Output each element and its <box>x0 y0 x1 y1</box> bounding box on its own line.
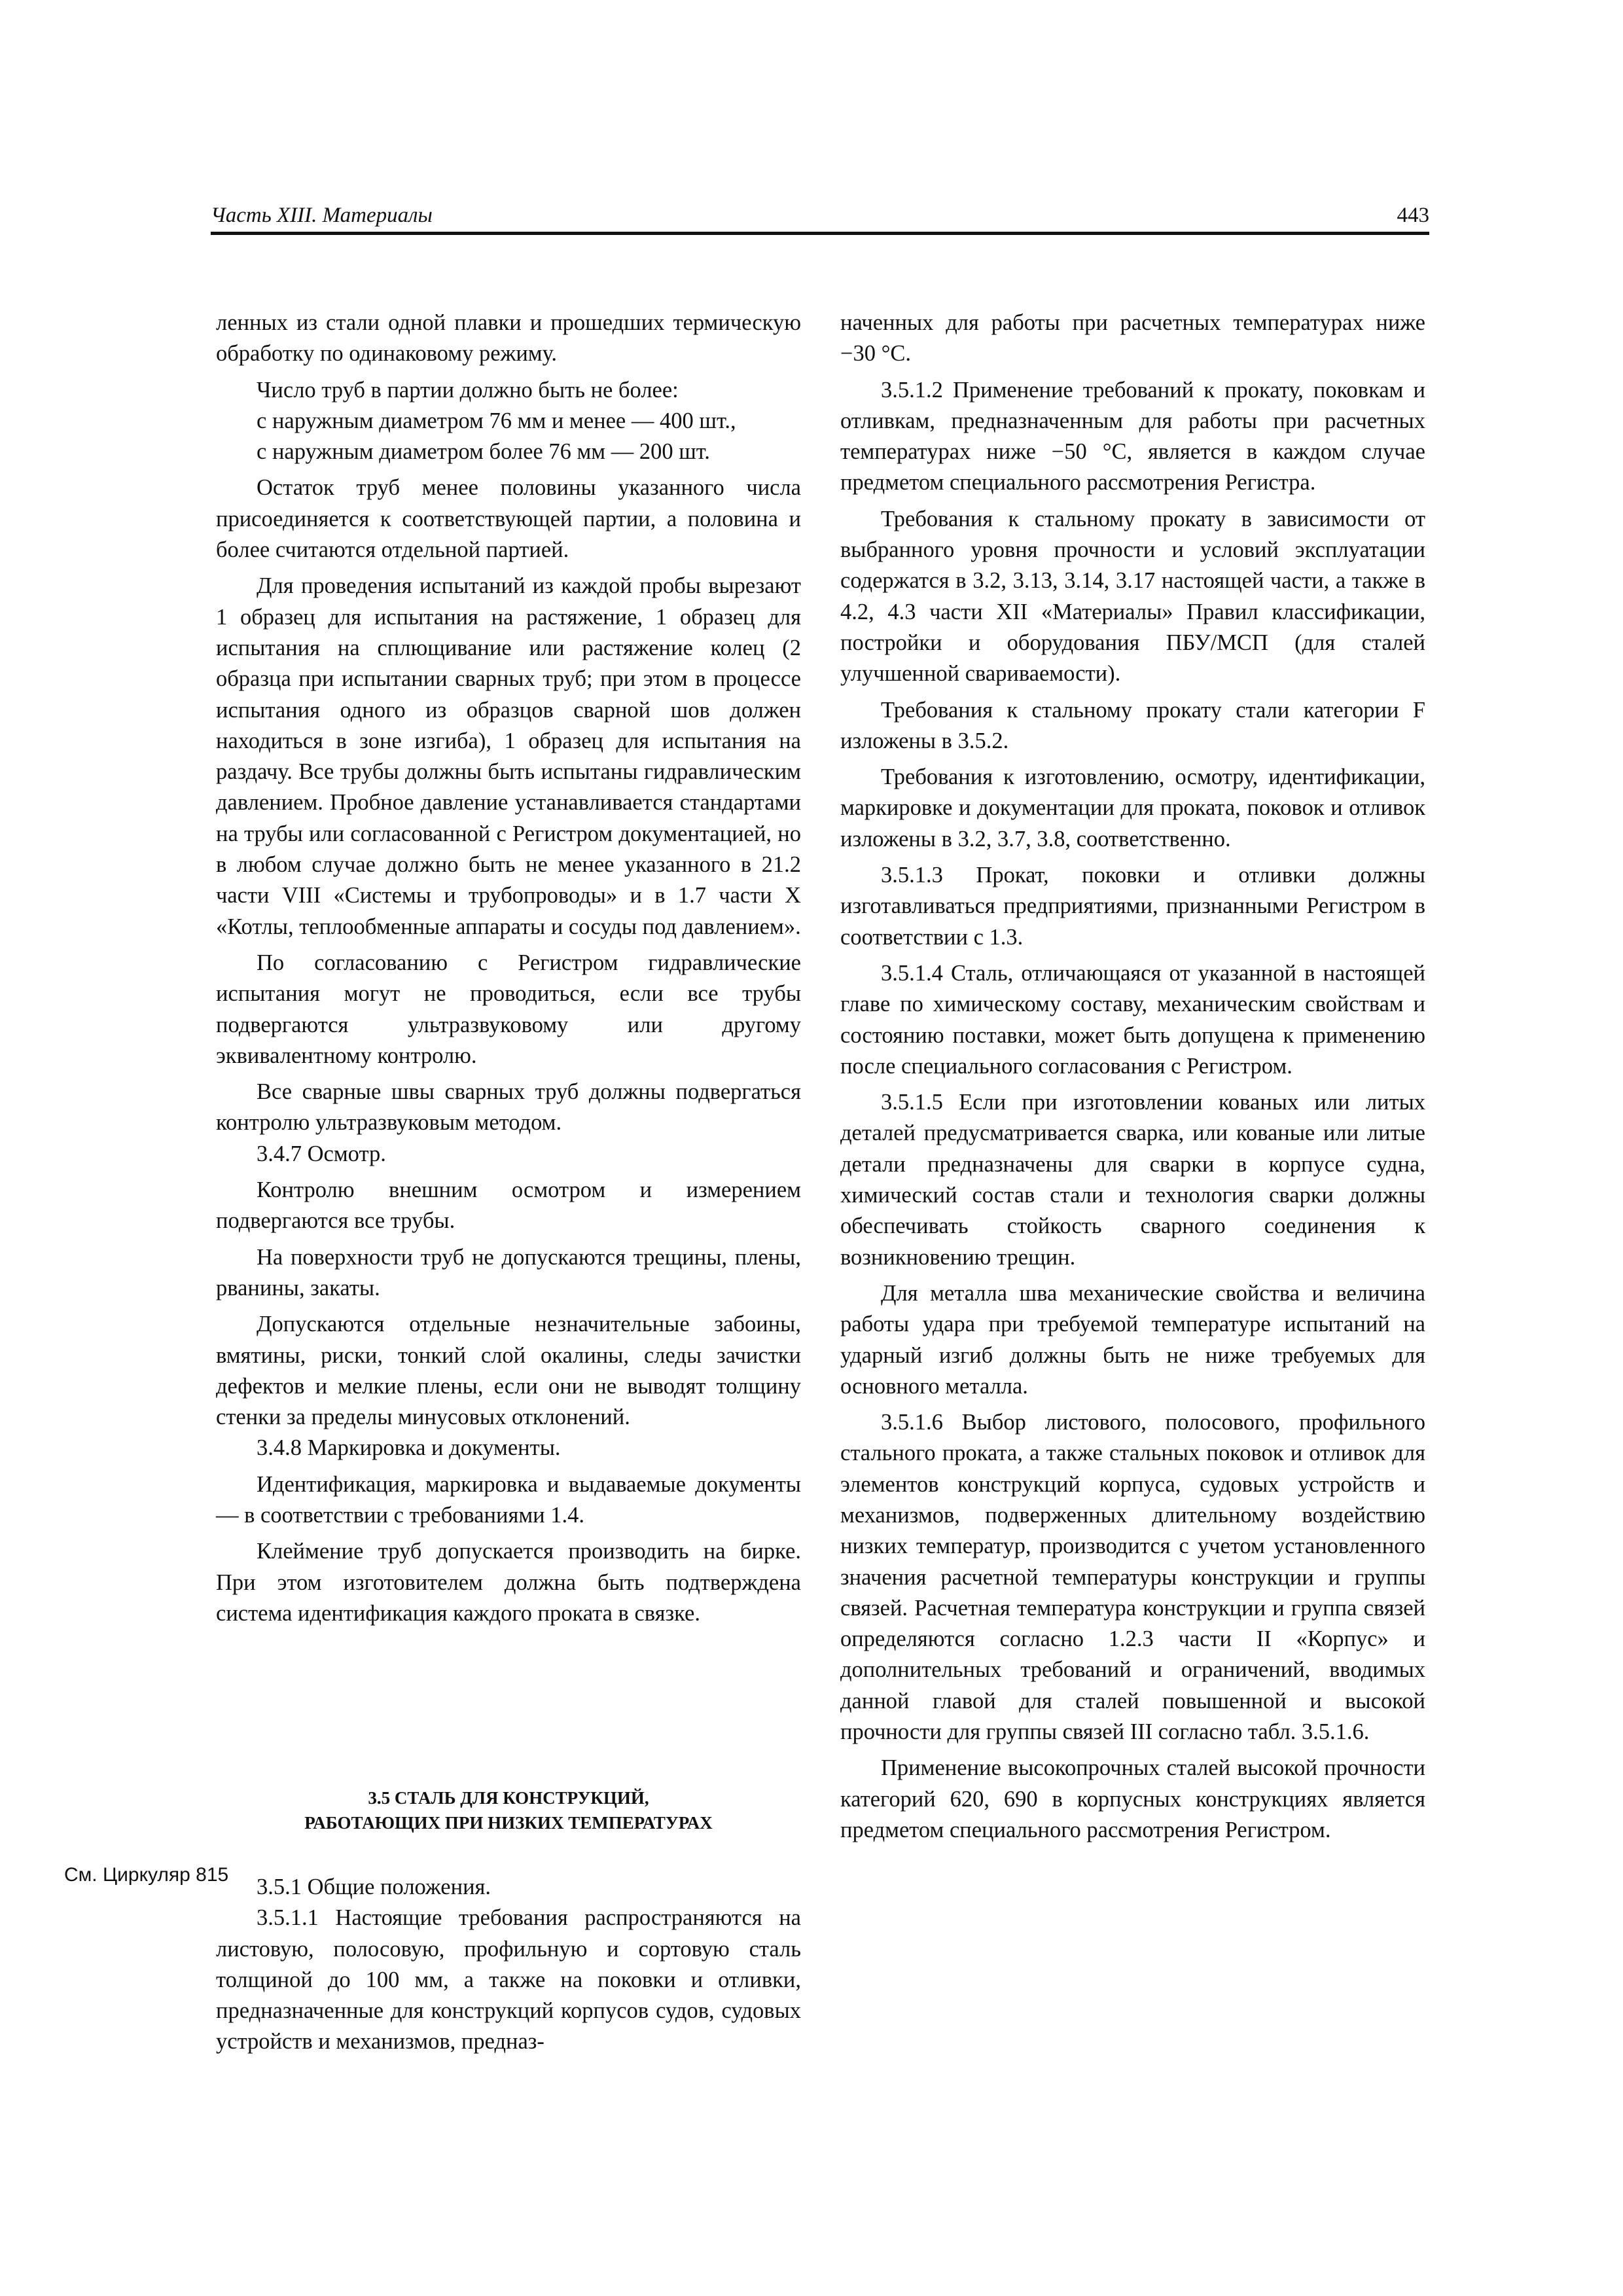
paragraph: 3.5.1.5 Если при изготовлении кованых или литых деталей предусматривается сварка, или кованые или литые детали предназначены для сварки в корпусе судна, химический состав стали и технология сварки должны обеспечивать стойкость сварного соединения к возникновению трещин. <box>840 1090 1425 1270</box>
paragraph: По согласованию с Регистром гидравлические испытания могут не проводиться, если все трубы подвергаются ультразвуковому или другому эквивалентному контролю. <box>216 950 801 1068</box>
paragraph: Требования к стальному прокату стали категории F изложены в 3.5.2. <box>840 697 1425 753</box>
paragraph: 3.5.1.4 Сталь, отличающаяся от указанной в настоящей главе по химическому составу, механическим свойствам и состоянию поставки, может быть допущена к применению после специального согласования с Регистром. <box>840 960 1425 1079</box>
paragraph: Число труб в партии должно быть не более: <box>257 377 679 403</box>
left-column <box>216 308 801 1629</box>
paragraph: Требования к стальному прокату в зависимости от выбранного уровня прочности и условий эксплуатации содержатся в 3.2, 3.13, 3.14, 3.17 настоящей части, а также в 4.2, 4.3 части XII «Материалы» Правил классификации, постройки и оборудования ПБУ/МСП (для сталей улучшенной свариваемости). <box>840 506 1425 687</box>
paragraph: На поверхности труб не допускаются трещины, плены, рванины, закаты. <box>216 1244 801 1300</box>
paragraph: с наружным диаметром 76 мм и менее — 400 шт., <box>257 408 736 433</box>
section-body <box>216 1872 801 2058</box>
paragraph: Клеймение труб допускается производить на бирке. При этом изготовителем должна быть подтверждена система идентификация каждого проката в связке. <box>216 1539 801 1626</box>
paragraph: Для металла шва механические свойства и величина работы удара при требуемой температуре испытаний на ударный изгиб должны быть не ниже требуемых для основного металла. <box>840 1280 1425 1399</box>
paragraph: 3.5.1.3 Прокат, поковки и отливки должны изготавливаться предприятиями, признанными Регистром в соответствии с 1.3. <box>840 863 1425 950</box>
section-title-line: РАБОТАЮЩИХ ПРИ НИЗКИХ ТЕМПЕРАТУРАХ <box>304 1813 713 1833</box>
paragraph: с наружным диаметром более 76 мм — 200 шт. <box>257 439 710 465</box>
section-title <box>216 1785 801 1835</box>
page-number: 443 <box>1397 204 1429 227</box>
paragraph: Допускаются отдельные незначительные забоины, вмятины, риски, тонкий слой окалины, следы зачистки дефектов и мелкие плены, если они не выводят толщину стенки за пределы минусовых отклонений. <box>216 1312 801 1430</box>
paragraph: наченных для работы при расчетных температурах ниже −30 °С. <box>840 310 1425 367</box>
paragraph: Все сварные швы сварных труб должны подвергаться контролю ультразвуковым методом. <box>216 1079 801 1136</box>
paragraph: 3.5.1.2 Применение требований к прокату, поковкам и отливкам, предназначенным для работы при расчетных температурах ниже −50 °С, является в каждом случае предметом специального рассмотрения Регистра. <box>840 377 1425 495</box>
paragraph: Остаток труб менее половины указанного числа присоединяется к соответствующей партии, а половина и более считаются отдельной партией. <box>216 475 801 563</box>
subsection-heading: 3.5.1 Общие положения. <box>257 1874 491 1899</box>
running-header <box>211 196 1429 235</box>
paragraph: 3.5.1.1 Настоящие требования распространяются на листовую, полосовую, профильную и сортовую сталь толщиной до 100 мм, а также на поковки и отливки, предназначенные для конструкций корпусов судов, судовых устройств и механизмов, предназ- <box>216 1905 801 2054</box>
subsection-heading: 3.4.7 Осмотр. <box>257 1141 386 1166</box>
paragraph: Требования к изготовлению, осмотру, идентификации, маркировке и документации для проката, поковок и отливок изложены в 3.2, 3.7, 3.8, соответственно. <box>840 764 1425 852</box>
paragraph: Идентификация, маркировка и выдаваемые документы — в соответствии с требованиями 1.4. <box>216 1471 801 1528</box>
subsection-heading: 3.4.8 Маркировка и документы. <box>257 1435 561 1461</box>
right-column <box>840 308 1425 1846</box>
paragraph: ленных из стали одной плавки и прошедших термическую обработку по одинаковому режиму. <box>216 310 801 367</box>
section-title-line: 3.5 СТАЛЬ ДЛЯ КОНСТРУКЦИЙ, <box>368 1788 649 1808</box>
margin-note: См. Циркуляр 815 <box>64 1864 229 1886</box>
paragraph: 3.5.1.6 Выбор листового, полосового, профильного стального проката, а также стальных поковок и отливок для элементов конструкций корпуса, судовых устройств и механизмов, подверженных длительному воздействию низких температур, производится с учетом установленного значения расчетной температуры конструкции и группы связей. Расчетная температура конструкции и группа связей определяются согласно 1.2.3 части II «Корпус» и дополнительных требований и ограничений, вводимых данной главой для сталей повышенной и высокой прочности для группы связей III согласно табл. 3.5.1.6. <box>840 1410 1425 1745</box>
header-title: Часть XIII. Материалы <box>211 204 433 227</box>
paragraph: Контролю внешним осмотром и измерением подвергаются все трубы. <box>216 1177 801 1234</box>
paragraph: Применение высокопрочных сталей высокой прочности категорий 620, 690 в корпусных конструкциях является предметом специального рассмотрения Регистром. <box>840 1755 1425 1842</box>
paragraph: Для проведения испытаний из каждой пробы вырезают 1 образец для испытания на растяжение, 1 образец для испытания на сплющивание или растяжение колец (2 образца при испытании сварных труб; при этом в процессе испытания одного из образцов сварной шов должен находиться в зоне изгиба), 1 образец для испытания на раздачу. Все трубы должны быть испытаны гидравлическим давлением. Пробное давление устанавливается стандартами на трубы или согласованной с Регистром документацией, но в любом случае должно быть не менее указанного в 21.2 части VIII «Системы и трубопроводы» и в 1.7 части X «Котлы, теплообменные аппараты и сосуды под давлением». <box>216 573 801 939</box>
